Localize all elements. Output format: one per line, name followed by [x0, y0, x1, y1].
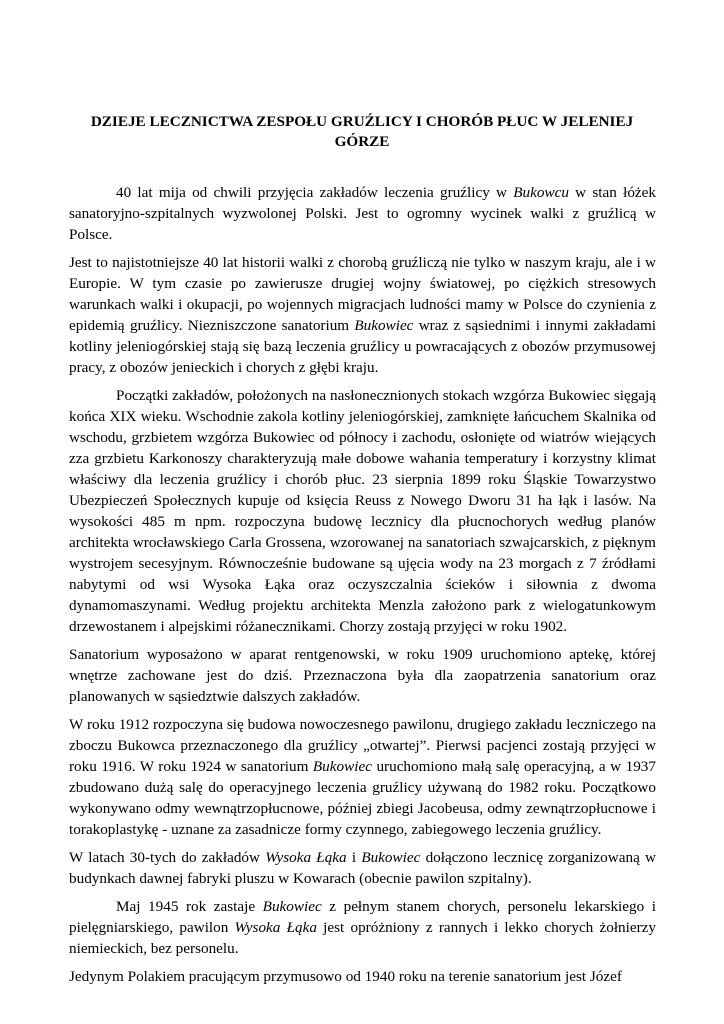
paragraph-5: [69, 714, 656, 840]
paragraph-3: [69, 385, 656, 637]
text-run: jest opróżniony z rannych i lekko chorych żołnierzy niemieckich, bez personelu.: [69, 919, 656, 957]
text-run: Sanatorium wyposażono w aparat rentgenowski, w roku 1909 uruchomiono aptekę, której wnętrze zachowane jest do dziś. Przeznaczona była dla zaopatrzenia sanatorium oraz planowanych w sąsiedztwie dalszych zakładów.: [69, 646, 656, 705]
text-run: Maj 1945 rok zastaje: [116, 898, 263, 915]
italic-place-name: Bukowiec: [262, 898, 322, 915]
italic-place-name: Wysoka Łąka: [234, 919, 317, 936]
text-run: Jedynym Polakiem pracującym przymusowo od 1940 roku na terenie sanatorium jest Józef: [69, 968, 622, 985]
text-run: W roku 1912 rozpoczyna się budowa nowoczesnego pawilonu, drugiego zakładu leczniczego na zboczu Bukowca przeznaczonego dla gruźlicy „otwartej”. Pierwsi pacjenci zostają przyjęci w roku 1916. W roku 1924 w sanatorium: [69, 716, 656, 775]
text-run: dołączono lecznicę zorganizowaną w budynkach dawnej fabryki pluszu w Kowarach (obecnie pawilon szpitalny).: [69, 849, 657, 887]
text-run: wraz z sąsiednimi i innymi zakładami kotliny jeleniogórskiej stają się bazą leczenia gruźlicy u powracających z obozów przymusowej pracy, z obozów jenieckich i chorych z głębi kraju.: [69, 317, 656, 376]
paragraph-7: [69, 896, 656, 959]
text-run: Początki zakładów, położonych na nasłonecznionych stokach wzgórza Bukowiec sięgają końca XIX wieku. Wschodnie zakola kotliny jeleniogórskiej, zamknięte łańcuchem Skalnika od wschodu, grzbietem wzgórza Bukowiec od północy i zachodu, osłonięte od wiatrów wiejących zza grzbietu Karkonoszy charakteryzują małe dobowe wahania temperatury i korzystny klimat właściwy dla leczenia gruźlicy i chorób płuc. 23 sierpnia 1899 roku Śląskie Towarzystwo Ubezpieczeń Społecznych kupuje od księcia Reuss z Nowego Dworu 31 ha łąk i lasów. Na wysokości 485 m npm. rozpoczyna budowę lecznicy dla płucnochorych według planów architekta wrocławskiego Carla Grossena, wzorowanej na sanatoriach szwajcarskich, z pięknym wystrojem secesyjnym. Równocześnie budowane są ujęcia wody na 23 morgach z 7 źródłami nabytymi od wsi Wysoka Łąka oraz oczyszczalnia ścieków i siłownia z dwoma dynamomaszynami. Według projektu architekta Menzla założono park z wielogatunkowym drzewostanem i alpejskimi różanecznikami. Chorzy zostają przyjęci w roku 1902.: [69, 387, 656, 635]
paragraph-2: [69, 252, 656, 378]
paragraph-8: [69, 966, 656, 987]
text-run: uruchomiono małą salę operacyjną, a w 1937 zbudowano dużą salę do operacyjnego leczenia gruźlicy używaną do 1982 roku. Początkowo wykonywano odmy wewnątrzopłucnowe, później zbiegi Jacobeusa, odmy zewnątrzopłucnowe i torakoplastykę - uznane za zasadnicze formy czynnego, zabiegowego leczenia gruźlicy.: [69, 758, 656, 838]
italic-place-name: Bukowiec: [354, 317, 414, 334]
italic-place-name: Bukowiec: [361, 849, 421, 866]
italic-place-name: Bukowcu: [513, 184, 569, 201]
text-run: 40 lat mija od chwili przyjęcia zakładów leczenia gruźlicy w: [116, 184, 514, 201]
document-title: DZIEJE LECZNICTWA ZESPOŁU GRUŹLICY I CHORÓB PŁUC W JELENIEJ GÓRZE: [90, 113, 634, 150]
text-run: i: [346, 849, 362, 866]
paragraph-6: [69, 847, 656, 889]
text-run: z pełnym stanem chorych, personelu lekarskiego i pielęgniarskiego, pawilon: [69, 898, 656, 936]
italic-place-name: Wysoka Łąka: [265, 849, 347, 866]
paragraph-1: [69, 182, 656, 245]
document-body: [69, 182, 656, 994]
italic-place-name: Bukowiec: [312, 758, 372, 775]
text-run: Jest to najistotniejsze 40 lat historii walki z chorobą gruźliczą nie tylko w naszym kraju, ale i w Europie. W tym czasie po zawierusze drugiej wojny światowej, po ciężkich stresowych warunkach walki i okupacji, po wojennych migracjach ludności mamy w Polsce do czynienia z epidemią gruźlicy. Niezniszczone sanatorium: [69, 254, 656, 334]
paragraph-4: [69, 644, 656, 707]
text-run: w stan łóżek sanatoryjno-szpitalnych wyzwolonej Polski. Jest to ogromny wycinek walki z gruźlicą w Polsce.: [69, 184, 656, 243]
text-run: W latach 30-tych do zakładów: [69, 849, 266, 866]
